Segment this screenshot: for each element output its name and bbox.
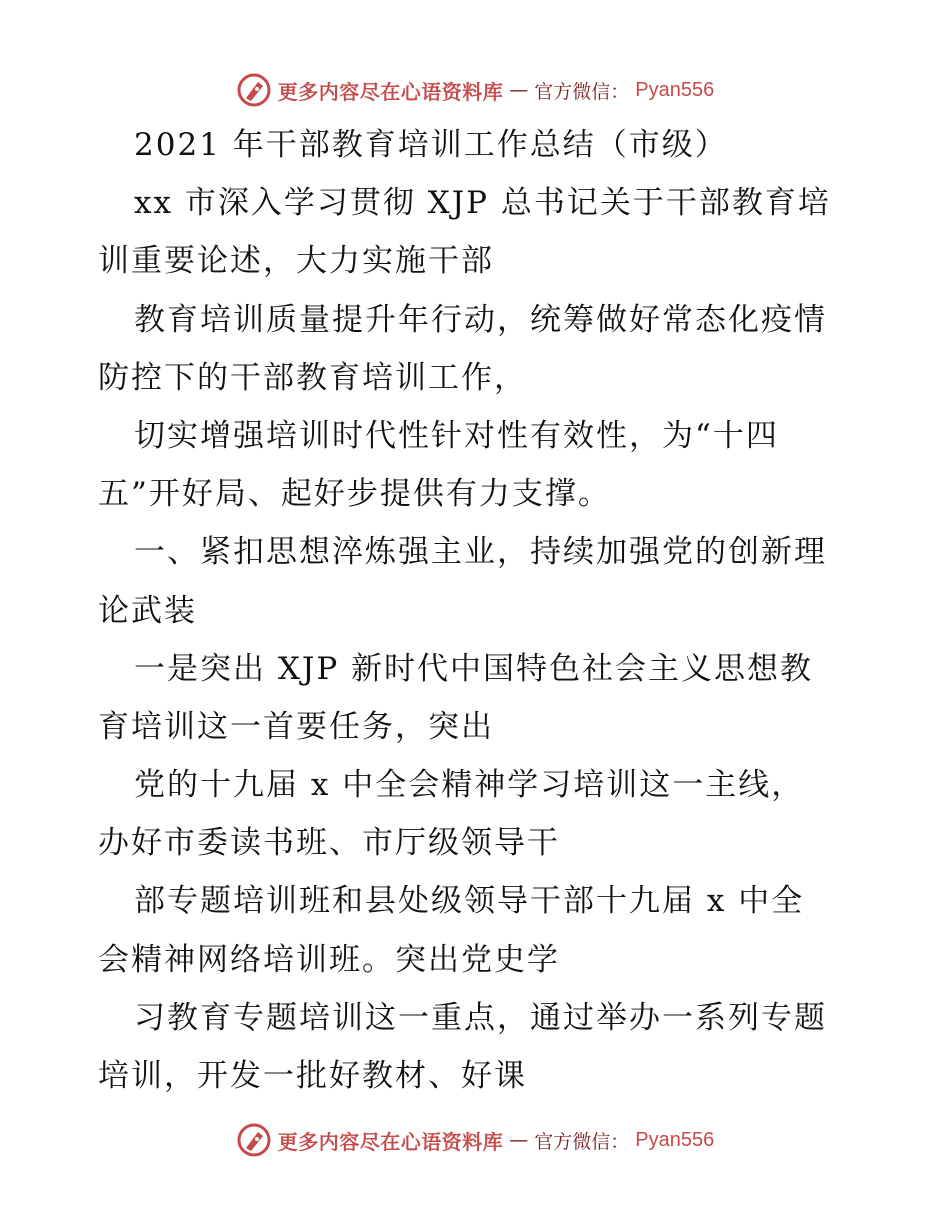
watermark-site-text: 更多内容尽在心语资料库 <box>277 1129 504 1154</box>
watermark-site-text: 更多内容尽在心语资料库 <box>277 79 504 104</box>
paragraph-line: 教育培训质量提升年行动，统筹做好常态化疫情 <box>134 301 827 338</box>
document-title: 2021 年干部教育培训工作总结（市级） <box>134 127 728 163</box>
watermark-contact-text: 官方微信： <box>534 1130 630 1153</box>
watermark-wechat-id: Pyan556 <box>635 1128 715 1151</box>
paragraph-line: xx 市深入学习贯彻 XJP 总书记关于干部教育培 <box>134 185 831 222</box>
paragraph-line: 切实增强培训时代性针对性有效性，为“十四 <box>134 417 779 454</box>
paragraph-line: 培训，开发一批好教材、好课 <box>98 1058 527 1094</box>
pen-nib-logo-icon <box>236 72 272 108</box>
pen-nib-logo-icon <box>236 1122 272 1158</box>
watermark-separator: — <box>509 79 529 101</box>
watermark-contact-text: 官方微信： <box>534 80 630 103</box>
paragraph-line: 部专题培训班和县处级领导干部十九届 x 中全 <box>134 883 805 920</box>
watermark-wechat-id: Pyan556 <box>635 78 715 101</box>
paragraph-line: 育培训这一首要任务，突出 <box>98 708 494 745</box>
paragraph-line: 会精神网络培训班。突出党史学 <box>98 941 560 978</box>
section-heading-cont: 论武装 <box>98 592 197 629</box>
document-body <box>98 116 858 1105</box>
paragraph-line: 训重要论述，大力实施干部 <box>98 243 494 280</box>
watermark-separator: — <box>509 1129 529 1151</box>
paragraph-line: 五”开好局、起好步提供有力支撑。 <box>98 476 611 513</box>
watermark-banner-top <box>0 68 950 112</box>
paragraph-line: 办好市委读书班、市厅级领导干 <box>98 825 560 862</box>
paragraph-line: 党的十九届 x 中全会精神学习培训这一主线， <box>134 767 805 804</box>
section-heading: 一、紧扣思想淬炼强主业，持续加强党的创新理 <box>134 534 827 571</box>
watermark-banner-bottom <box>0 1118 950 1162</box>
paragraph-line: 习教育专题培训这一重点，通过举办一系列专题 <box>134 999 827 1036</box>
paragraph-line: 一是突出 XJP 新时代中国特色社会主义思想教 <box>134 650 814 687</box>
paragraph-line: 防控下的干部教育培训工作， <box>98 359 527 396</box>
